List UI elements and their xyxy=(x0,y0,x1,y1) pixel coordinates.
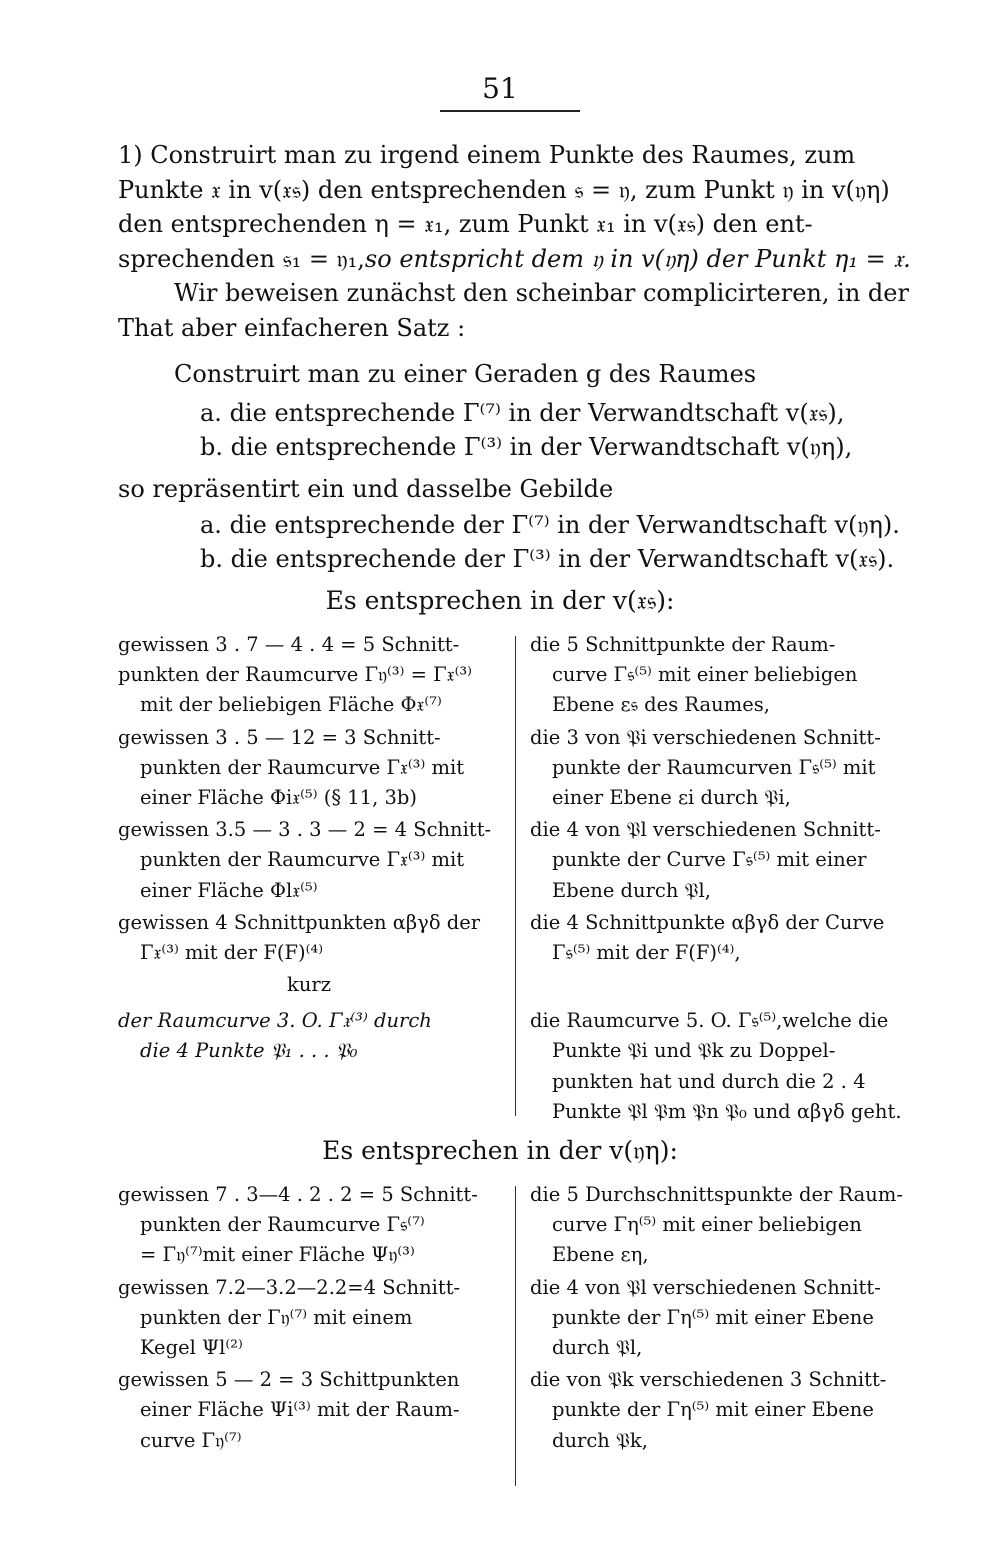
theorem-a1: a. die entsprechende Γ⁽⁷⁾ in der Verwandtschaft v(𝔵𝔰), xyxy=(200,399,845,427)
intro-line: sprechenden 𝔰₁ = 𝔶₁, so entspricht dem 𝔶 in v(𝔶η) der Punkt η₁ = 𝔵. xyxy=(118,242,910,277)
theorem-line1: Construirt man zu einer Geraden g des Raumes xyxy=(174,360,757,388)
intro-line: That aber einfacheren Satz : xyxy=(118,313,466,342)
list-item: gewissen 4 Schnittpunkten αβγδ der Γ𝔵⁽³⁾ mit der F(F)⁽⁴⁾ xyxy=(118,910,481,964)
list-item: die 4 von 𝔓l verschiedenen Schnitt- punkte der Curve Γ𝔰⁽⁵⁾ mit einer Ebene durch 𝔓l, xyxy=(530,818,881,902)
intro-line: den entsprechenden η = 𝔵₁, zum Punkt 𝔵₁ in v(𝔵𝔰) den ent- xyxy=(118,210,813,238)
intro-line: Wir beweisen zunächst den scheinbar complicirteren, in der xyxy=(174,279,909,307)
section1-right-column xyxy=(530,630,912,1129)
list-item: gewissen 3.5 — 3 . 3 — 2 = 4 Schnitt- punkten der Raumcurve Γ𝔵⁽³⁾ mit einer Fläche Φl𝔵⁽⁵⁾ xyxy=(118,818,492,902)
list-item: die 5 Durchschnittspunkte der Raum- curve Γη⁽⁵⁾ mit einer beliebigen Ebene εη, xyxy=(530,1183,903,1267)
list-item: gewissen 7.2—3.2—2.2=4 Schnitt- punkten der Γ𝔶⁽⁷⁾ mit einem Kegel Ψl⁽²⁾ xyxy=(118,1275,461,1359)
theorem-line2: so repräsentirt ein und dasselbe Gebilde xyxy=(118,475,614,503)
theorem-a2: a. die entsprechende der Γ⁽⁷⁾ in der Verwandtschaft v(𝔶η). xyxy=(200,511,900,539)
section2-left-column xyxy=(118,1180,500,1458)
list-item: die von 𝔓k verschiedenen 3 Schnitt- punkte der Γη⁽⁵⁾ mit einer Ebene durch 𝔓k, xyxy=(530,1368,887,1452)
list-item: die 3 von 𝔓i verschiedenen Schnitt- punkte der Raumcurven Γ𝔰⁽⁵⁾ mit einer Ebene εi durch 𝔓i, xyxy=(530,725,881,809)
intro-line: 1) Construirt man zu irgend einem Punkte des Raumes, zum xyxy=(118,141,856,169)
list-item: gewissen 7 . 3—4 . 2 . 2 = 5 Schnitt- punkten der Raumcurve Γ𝔰⁽⁷⁾ = Γ𝔶⁽⁷⁾mit einer Fläche Ψ𝔶⁽³⁾ xyxy=(118,1183,478,1267)
list-item: gewissen 3 . 7 — 4 . 4 = 5 Schnitt- punkten der Raumcurve Γ𝔶⁽³⁾ = Γ𝔵⁽³⁾ mit der beliebigen Fläche Φ𝔵⁽⁷⁾ xyxy=(118,633,472,717)
column-divider xyxy=(515,636,516,1116)
section2-heading: Es entsprechen in der v(𝔶η): xyxy=(322,1136,678,1165)
page-number-rule xyxy=(440,110,580,112)
list-item: die 4 von 𝔓l verschiedenen Schnitt- punkte der Γη⁽⁵⁾ mit einer Ebene durch 𝔓l, xyxy=(530,1275,881,1359)
section1-left-column xyxy=(118,630,500,1069)
intro-paragraph xyxy=(118,138,910,345)
list-item: gewissen 5 — 2 = 3 Schittpunkten einer Fläche Ψi⁽³⁾ mit der Raum- curve Γ𝔶⁽⁷⁾ xyxy=(118,1368,460,1452)
right-summary: die Raumcurve 5. O. Γ𝔰⁽⁵⁾,welche die Punkte 𝔓i und 𝔓k zu Doppel- punkten hat und durch die 2 . 4 Punkte 𝔓l 𝔓m 𝔓n 𝔓₀ und αβγδ geht. xyxy=(530,1009,902,1123)
left-summary: der Raumcurve 3. O. Γ𝔵⁽³⁾ durch die 4 Punkte 𝔓₁ . . . 𝔓₀ xyxy=(118,1009,432,1063)
kurz-label: kurz xyxy=(287,973,331,997)
list-item: gewissen 3 . 5 — 12 = 3 Schnitt- punkten der Raumcurve Γ𝔵⁽³⁾ mit einer Fläche Φi𝔵⁽⁵⁾ (§ 11, 3b) xyxy=(118,725,465,809)
column-divider xyxy=(515,1186,516,1486)
theorem-b2: b. die entsprechende der Γ⁽³⁾ in der Verwandtschaft v(𝔵𝔰). xyxy=(200,545,895,573)
list-item: die 5 Schnittpunkte der Raum- curve Γ𝔰⁽⁵⁾ mit einer beliebigen Ebene ε𝔰 des Raumes, xyxy=(530,633,858,717)
section2-right-column xyxy=(530,1180,912,1458)
theorem-b1: b. die entsprechende Γ⁽³⁾ in der Verwandtschaft v(𝔶η), xyxy=(200,433,853,461)
section1-heading: Es entsprechen in der v(𝔵𝔰): xyxy=(325,586,675,615)
page-number: 51 xyxy=(482,72,518,105)
intro-italic-statement: so entspricht dem 𝔶 in v(𝔶η) der Punkt η₁ = 𝔵. xyxy=(364,244,911,273)
list-item: die 4 Schnittpunkte αβγδ der Curve Γ𝔰⁽⁵⁾ mit der F(F)⁽⁴⁾, xyxy=(530,910,885,964)
intro-line: Punkte 𝔵 in v(𝔵𝔰) den entsprechenden 𝔰 = 𝔶, zum Punkt 𝔶 in v(𝔶η) xyxy=(118,175,890,204)
